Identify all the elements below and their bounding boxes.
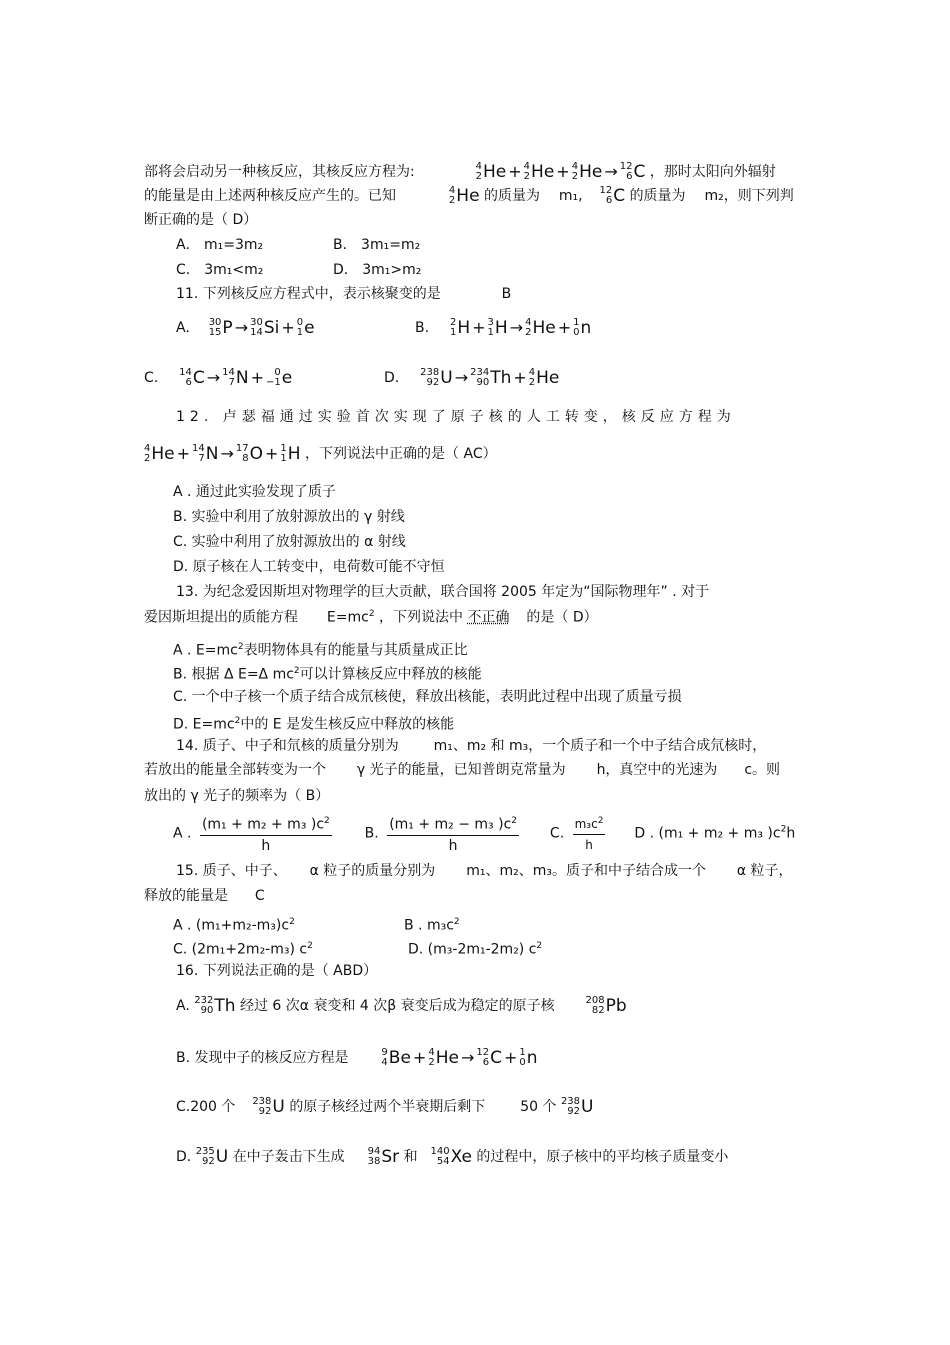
q16-option-d: D. 235 92 U 在中子轰击下生成 94 38 Sr 和 140 54 Xe 的过程中，原子核中的平均核子质量变小 xyxy=(176,1146,729,1167)
intro-line-3: 断正确的是（ D） xyxy=(144,212,258,228)
q11-stem xyxy=(176,285,511,303)
q15-line-1: 15. 质子、中子、 α 粒子的质量分别为 m₁、m₂、m₃。质子和中子结合成一个 α 粒子， xyxy=(176,863,793,879)
q16-option-a: A. 232 90 Th 经过 6 次α 衰变和 4 次β 衰变后成为稳定的原子核 208 82 Pb xyxy=(176,995,627,1016)
q16-option-b: B. 发现中子的核反应方程是 9 4 Be + 4 2 He → 12 6 C + 1 0 n xyxy=(176,1047,538,1068)
q14-label-c: C. xyxy=(549,825,565,842)
q13-option-d: D. $E=mc^2$中的 E 是发生核反应中释放的核能 xyxy=(173,716,455,733)
intro-line-2 xyxy=(144,186,794,206)
q12-option-a: A . 通过此实验发现了质子 xyxy=(173,484,336,500)
q12-option-d: D. 原子核在人工转变中，电荷数可能不守恒 xyxy=(173,559,445,575)
text: 的是（ D） xyxy=(526,609,598,626)
reaction-rutherford: 4 2 He + 14 7 N → 17 8 O + 1 1 H xyxy=(144,443,301,464)
intro-option-b: B． 3m₁=m₂ xyxy=(333,237,421,253)
intro-line-1 xyxy=(144,162,776,182)
intro-option-a: A． m₁=3m₂ xyxy=(176,237,264,253)
text: 11. 下列核反应方程式中，表示核聚变的是 xyxy=(176,286,441,302)
text: 的能量是由上述两种核反应产生的。已知 xyxy=(144,188,396,204)
reaction-triple-alpha: 4 2 He + 4 2 He + 4 2 He → 12 6 C xyxy=(475,161,646,182)
q14-line-2: 若放出的能量全部转变为一个 γ 光子的能量，已知普朗克常量为 h，真空中的光速为 c。则 xyxy=(144,762,781,778)
q15-line-2: 释放的能量是 C xyxy=(144,888,265,904)
text: m₁、m₂ 和 m₃，一个质子和一个中子结合成氘核时， xyxy=(433,738,767,754)
q14-line-1 xyxy=(176,737,766,755)
text: 的质量为 xyxy=(483,188,540,204)
q13-option-b: B. 根据 Δ E=Δ $mc^2$可以计算核反应中释放的核能 xyxy=(173,666,482,683)
q14-label-d: D . xyxy=(634,825,655,842)
q15-option-c: C. (2m₁+2m₂-m₃) $c^2$ xyxy=(173,941,313,958)
intro-option-c: C． 3m₁<m₂ xyxy=(176,262,264,278)
q13-option-c: C. 一个中子核一个质子结合成氘核使，释放出核能，表明此过程中出现了质量亏损 xyxy=(173,689,682,705)
q15-option-d: D. (m₃-2m₁-2m₂) $c^2$ xyxy=(408,941,543,958)
q11-option-d: D. 238 92 U → 234 90 Th + 4 2 He xyxy=(384,367,560,388)
text: m₁, xyxy=(558,188,583,204)
q12-reaction-line xyxy=(144,444,497,464)
q14-label-b: B. xyxy=(364,825,379,842)
q16-stem: 16. 下列说法正确的是（ ABD） xyxy=(176,963,378,979)
q12-option-c: C. 实验中利用了放射源放出的 α 射线 xyxy=(173,534,406,550)
label: B. xyxy=(415,320,430,336)
intro-option-d: D． 3m₁>m₂ xyxy=(333,262,422,278)
q12-stem: 12. 卢瑟福通过实验首次实现了原子核的人工转变，核反应方程为 xyxy=(176,409,736,425)
q14-fraction-b: $\frac{(m_1 + m_2 - m_3 )c^2}{h}$ xyxy=(387,812,519,855)
q14-expression-d: (m₁ + m₂ + m₃ )c xyxy=(658,825,781,842)
nuclide-he4: 4 2 He xyxy=(448,185,480,206)
text: m₂，则下列判 xyxy=(704,188,794,204)
q13-line-2: 爱因斯坦提出的质能方程 $E=mc^2$ ，下列说法中 不正确 的是（ D） xyxy=(144,609,598,626)
text: 14. 质子、中子和氘核的质量分别为 xyxy=(176,738,399,754)
q12-option-b: B. 实验中利用了放射源放出的 γ 射线 xyxy=(173,509,405,525)
q13-option-a: A . $E=mc^2$表明物体具有的能量与其质量成正比 xyxy=(173,642,468,659)
q11-option-a: A. 30 15 P → 30 14 Si + 0 1 e xyxy=(176,317,315,338)
nuclide-c12: 12 6 C xyxy=(599,185,626,206)
q16-option-c: C.200 个 238 92 U 的原子核经过两个半衰期后剩下 50 个 238 92 U xyxy=(176,1096,594,1117)
q14-fraction-a: $\frac{(m_1 + m_2 + m_3 )c^2}{h}$ xyxy=(200,812,332,855)
q14-options: A . $\frac{(m_1 + m_2 + m_3 )c^2}{h}$ B. $\frac{(m_1 + m_2 - m_3 )c^2}{h}$ C. $\frac{m_3c^2}{h}$ D . (m₁ + m₂ + m₃ )$c^2h$ xyxy=(173,812,795,855)
text: 的质量为 xyxy=(629,188,686,204)
text: 爱因斯坦提出的质能方程 xyxy=(144,609,298,626)
q11-option-c: C. 14 6 C → 14 7 N + 0 −1 e xyxy=(144,367,293,388)
text: ，下列说法中正确的是（ AC） xyxy=(305,446,497,462)
q11-option-b: B. 2 1 H + 3 1 H → 4 2 He + 1 0 n xyxy=(415,317,592,338)
formula: E=mc xyxy=(326,609,369,626)
q15-option-a: A . $(m_1+m_2-m_3)c^2$ xyxy=(173,917,295,934)
q14-fraction-c: $\frac{m_3c^2}{h}$ xyxy=(573,812,606,854)
q15-option-b: B . $m_3c^2$ xyxy=(404,917,460,934)
label: D. xyxy=(384,370,400,386)
text: ，下列说法中 xyxy=(379,609,464,626)
answer: B xyxy=(501,286,512,302)
text: ，那时太阳向外辐射 xyxy=(649,164,776,180)
emphasis: 不正确 xyxy=(467,609,510,626)
q13-line-1: 13. 为纪念爱因斯坦对物理学的巨大贡献，联合国将 2005 年定为“国际物理年” . 对于 xyxy=(176,584,710,600)
q14-label-a: A . xyxy=(173,825,192,842)
q14-line-3: 放出的 γ 光子的频率为（ B） xyxy=(144,788,330,804)
label: A. xyxy=(176,320,190,336)
text: 部将会启动另一种核反应，其核反应方程为: xyxy=(144,164,415,180)
label: C. xyxy=(144,370,159,386)
